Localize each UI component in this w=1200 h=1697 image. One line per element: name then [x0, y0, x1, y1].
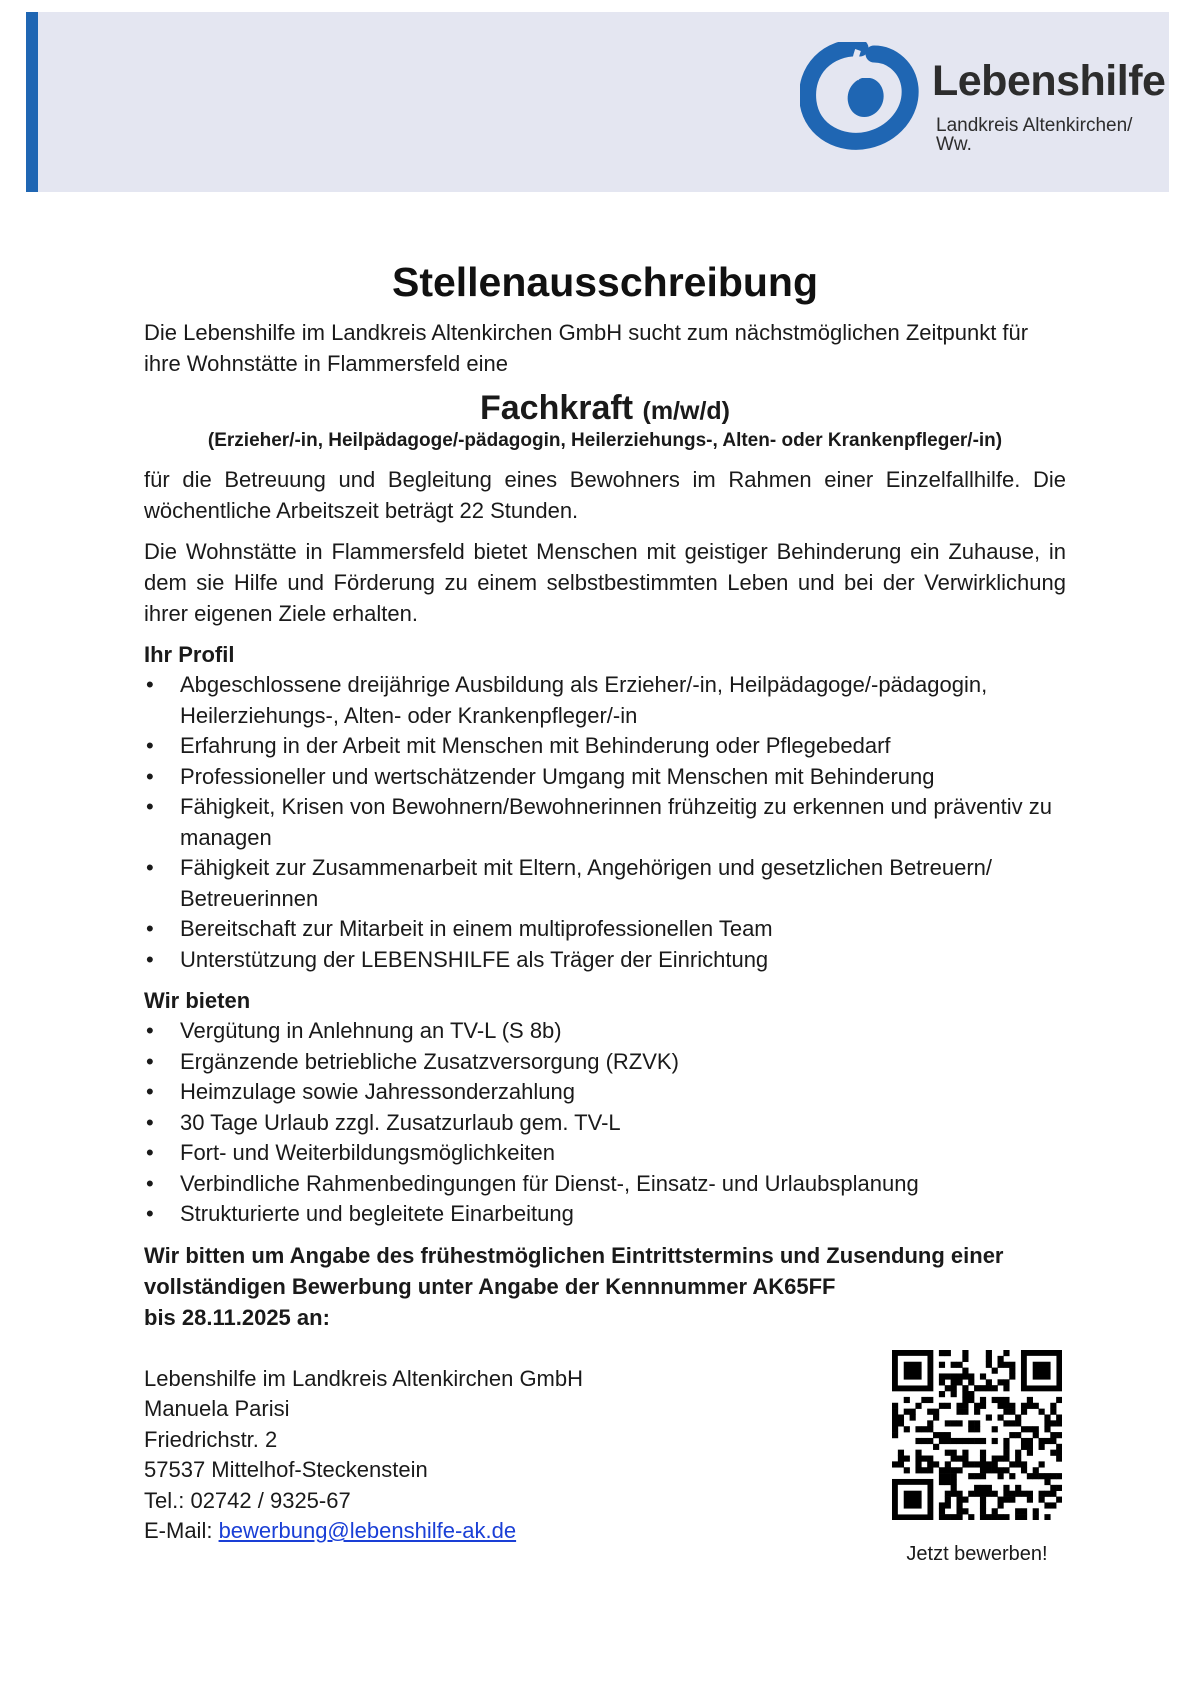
lebenshilfe-logo [800, 42, 1166, 155]
offer-item-text: Verbindliche Rahmenbedingungen für Dienst-, Einsatz- und Urlaubsplanung [180, 1170, 919, 1196]
profile-item-text: Fähigkeit zur Zusammenarbeit mit Eltern, Angehörigen und gesetzlichen Betreuern/ Betreuerinnen [180, 855, 992, 911]
qr-code[interactable] [892, 1350, 1062, 1520]
deadline-text: bis 28.11.2025 an: [144, 1304, 330, 1330]
offer-item [144, 1138, 1066, 1169]
bullet-icon: • [146, 1170, 154, 1196]
offer-item [144, 1047, 1066, 1078]
bullet-icon: • [146, 916, 154, 942]
contact-city: 57537 Mittelhof-Steckenstein [144, 1457, 428, 1483]
offer-item-text: Fort- und Weiterbildungsmöglichkeiten [180, 1140, 555, 1166]
bullet-icon: • [146, 1048, 154, 1074]
email-label: E-Mail: [144, 1518, 219, 1544]
role-qualifications: (Erzieher/-in, Heilpädagoge/-pädagogin, Heilerziehungs-, Alten- oder Krankenpfleger/-in) [207, 430, 1003, 452]
contact-street: Friedrichstr. 2 [144, 1426, 278, 1452]
profile-item-text: Erfahrung in der Arbeit mit Menschen mit Behinderung oder Pflegebedarf [180, 733, 891, 759]
offer-item [144, 1169, 1066, 1200]
offer-item [144, 1108, 1066, 1139]
bullet-icon: • [146, 1109, 154, 1135]
bullet-icon: • [146, 1079, 154, 1105]
role-gender: (m/w/d) [642, 397, 730, 425]
offer-item-text: Vergütung in Anlehnung an TV-L (S 8b) [180, 1018, 562, 1044]
profile-item-text: Abgeschlossene dreijährige Ausbildung als Erzieher/-in, Heilpädagoge/-pädagogin, Heilerziehungs-, Alten- oder Krankenpfleger/-in [180, 672, 988, 728]
offer-item-text: Strukturierte und begleitete Einarbeitung [180, 1201, 574, 1227]
header-banner [26, 12, 1169, 192]
profile-item [144, 945, 1066, 976]
contact-person: Manuela Parisi [144, 1396, 290, 1422]
offer-item [144, 1077, 1066, 1108]
logo-mark-icon [800, 42, 920, 152]
contact-phone: Tel.: 02742 / 9325-67 [144, 1487, 351, 1513]
task-text: für die Betreuung und Begleitung eines Bewohners im Rahmen einer Einzelfallhilfe. Die wöchentliche Arbeitszeit beträgt 22 Stunden. [144, 467, 1066, 524]
offer-item-text: Heimzulage sowie Jahressonderzahlung [180, 1079, 576, 1105]
bullet-icon: • [146, 763, 154, 789]
profile-item [144, 670, 1066, 731]
offer-item-text: 30 Tage Urlaub zzgl. Zusatzurlaub gem. TV-L [180, 1109, 621, 1135]
accent-bar [26, 12, 38, 192]
profile-item-text: Bereitschaft zur Mitarbeit in einem multiprofessionellen Team [180, 916, 773, 942]
bullet-icon: • [146, 855, 154, 881]
bullet-icon: • [146, 1140, 154, 1166]
profile-item-text: Professioneller und wertschätzender Umgang mit Menschen mit Behinderung [180, 763, 935, 789]
qr-caption: Jetzt bewerben! [906, 1543, 1048, 1565]
profile-item [144, 762, 1066, 793]
bullet-icon: • [146, 1201, 154, 1227]
intro-text: Die Lebenshilfe im Landkreis Altenkirchen GmbH sucht zum nächstmöglichen Zeitpunkt für ihre Wohnstätte in Flammersfeld eine [144, 320, 1029, 376]
page-title: Stellenausschreibung [391, 259, 819, 305]
profile-item-text: Unterstützung der LEBENSHILFE als Träger der Einrichtung [180, 946, 769, 972]
role-title [144, 389, 1066, 428]
logo-name: Lebenshilfe [932, 57, 1166, 105]
closing-text: Wir bitten um Angabe des frühestmöglichen Eintrittstermins und Zusendung einer vollständigen Bewerbung unter Angabe der Kennnummer AK65FF [144, 1242, 1004, 1299]
bullet-icon: • [146, 733, 154, 759]
offer-heading: Wir bieten [144, 988, 251, 1014]
description-text: Die Wohnstätte in Flammersfeld bietet Menschen mit geistiger Behinderung ein Zuhause, in dem sie Hilfe und Förderung zu einem selbstbestimmten Leben und bei der Verwirklichung ihrer eigenen Ziele erhalten. [144, 539, 1066, 627]
role-name: Fachkraft [479, 389, 634, 427]
profile-item [144, 914, 1066, 945]
offer-item [144, 1016, 1066, 1047]
profile-item [144, 792, 1066, 853]
offer-list [144, 1016, 1066, 1230]
profile-heading: Ihr Profil [144, 642, 235, 668]
logo-region: Landkreis Altenkirchen/ Ww. [936, 115, 1133, 155]
contact-company: Lebenshilfe im Landkreis Altenkirchen GmbH [144, 1365, 584, 1391]
offer-item-text: Ergänzende betriebliche Zusatzversorgung (RZVK) [180, 1048, 679, 1074]
profile-item-text: Fähigkeit, Krisen von Bewohnern/Bewohnerinnen frühzeitig zu erkennen und präventiv zu managen [180, 794, 1052, 850]
bullet-icon: • [146, 794, 154, 820]
bullet-icon: • [146, 946, 154, 972]
bullet-icon: • [146, 672, 154, 698]
bullet-icon: • [146, 1018, 154, 1044]
email-link[interactable]: bewerbung@lebenshilfe-ak.de [218, 1518, 517, 1544]
offer-item [144, 1199, 1066, 1230]
profile-list [144, 670, 1066, 975]
qr-code-icon [892, 1350, 1062, 1520]
profile-item [144, 853, 1066, 914]
profile-item [144, 731, 1066, 762]
